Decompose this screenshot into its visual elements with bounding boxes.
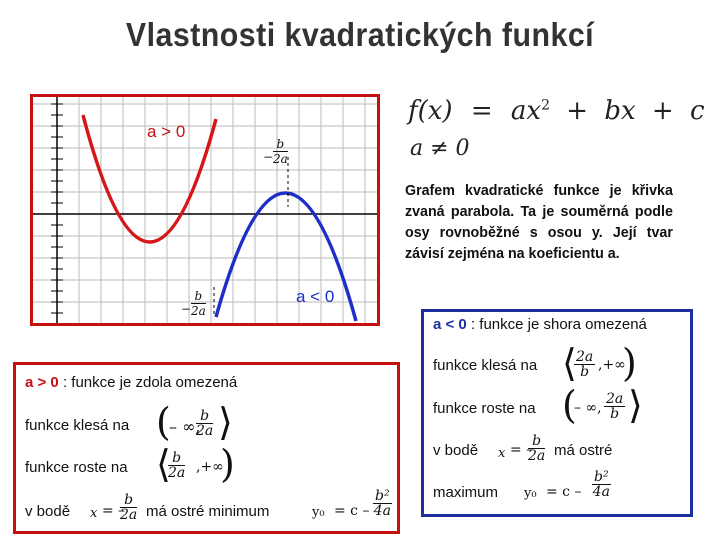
point-frac-den: 2a bbox=[120, 507, 138, 523]
positive-decreasing-label: funkce klesá na bbox=[25, 417, 130, 434]
neg-dec-frac-num: 2a bbox=[576, 349, 594, 365]
quadratic-formula bbox=[408, 96, 705, 126]
formula-plus-2: + bbox=[651, 96, 674, 126]
positive-increasing-label: funkce roste na bbox=[25, 459, 128, 476]
positive-y0-eq: = c – bbox=[334, 503, 370, 519]
positive-point-result: má ostré minimum bbox=[146, 503, 270, 520]
formula-condition: a ≠ 0 bbox=[410, 136, 470, 161]
negative-point-result: má ostré bbox=[554, 442, 613, 459]
positive-point-eq: = – bbox=[102, 503, 126, 519]
point-frac-num: b bbox=[120, 493, 137, 508]
negative-y0-eq: = c – bbox=[546, 484, 582, 500]
paren-open-3: ⟨ bbox=[562, 341, 577, 385]
formula-exponent: 2 bbox=[541, 97, 550, 114]
positive-increasing-interval: ,+∞ bbox=[196, 459, 224, 475]
neg-point-frac-num: b bbox=[528, 434, 545, 449]
paren-close: ⟩ bbox=[218, 400, 233, 444]
vertex-num-bottom: b bbox=[191, 289, 206, 304]
vertex-den-top: 2a bbox=[273, 152, 288, 166]
positive-y0-frac bbox=[373, 489, 392, 518]
vertex-num-top: b bbox=[273, 137, 288, 152]
positive-point-var: x bbox=[90, 506, 98, 521]
y0-frac-den: 4a bbox=[373, 503, 391, 519]
vertex-sign-bottom: − bbox=[181, 302, 192, 316]
positive-point-frac bbox=[120, 493, 137, 522]
formula-plus-1: + bbox=[566, 96, 589, 126]
negative-y0-frac bbox=[592, 470, 611, 499]
negative-increasing-label: funkce roste na bbox=[433, 400, 536, 417]
positive-header-text: : funkce je zdola omezená bbox=[58, 374, 238, 391]
parabola-graph bbox=[30, 94, 380, 326]
neg-y0-frac-num: b² bbox=[594, 469, 609, 485]
paren-close-3: ) bbox=[622, 341, 637, 385]
vertex-label-top bbox=[273, 137, 288, 166]
negative-maximum-label: maximum bbox=[433, 484, 499, 501]
negative-a-box bbox=[421, 309, 693, 517]
negative-header-text: : funkce je shora omezená bbox=[466, 316, 647, 333]
formula-lhs: f(x) bbox=[408, 96, 453, 126]
formula-term-ax: ax bbox=[510, 96, 542, 126]
positive-header-key: a > 0 bbox=[25, 374, 59, 391]
negative-point-frac bbox=[528, 434, 545, 463]
paren-close-2: ) bbox=[220, 442, 235, 486]
formula-eq: = bbox=[470, 96, 493, 126]
positive-y0-label: y₀ bbox=[312, 505, 325, 520]
inc-frac-den: 2a bbox=[168, 465, 186, 481]
paren-close-4: ⟩ bbox=[628, 383, 643, 427]
negative-increasing-interval: – ∞, bbox=[574, 400, 602, 416]
vertex-label-bottom bbox=[191, 289, 206, 318]
neg-dec-frac-den: b bbox=[580, 364, 590, 380]
negative-point-eq: = – bbox=[510, 442, 534, 458]
inc-frac-num: b bbox=[168, 451, 185, 466]
vertex-den-bottom: 2a bbox=[191, 304, 206, 318]
negative-decreasing-label: funkce klesá na bbox=[433, 357, 538, 374]
y0-frac-num: b² bbox=[375, 488, 390, 504]
neg-inc-frac-den: b bbox=[610, 406, 620, 422]
paren-open-2: ⟨ bbox=[156, 442, 171, 486]
paren-open: ( bbox=[156, 400, 171, 444]
negative-decreasing-frac bbox=[574, 350, 595, 379]
paren-open-4: ( bbox=[562, 383, 577, 427]
neg-point-frac-den: 2a bbox=[528, 448, 546, 464]
positive-decreasing-interval: – ∞, bbox=[169, 417, 201, 436]
dec-frac-den: 2a bbox=[196, 423, 214, 439]
positive-decreasing-frac bbox=[196, 409, 213, 438]
negative-point-label: v bodě bbox=[433, 442, 479, 459]
positive-increasing-frac bbox=[168, 451, 185, 480]
formula-term-c: c bbox=[689, 96, 705, 126]
formula-term-bx: bx bbox=[604, 96, 636, 126]
parabola-description: Grafem kvadratické funkce je křivka zvaná parabola. Ta je souměrná podle osy rovnoběžné s osou y. Její tvar závisí zejména na koeficientu a. bbox=[405, 182, 673, 262]
neg-inc-frac-num: 2a bbox=[606, 391, 624, 407]
dec-frac-num: b bbox=[196, 409, 213, 424]
label-a-negative: a < 0 bbox=[296, 287, 335, 306]
page-title: Vlastnosti kvadratických funkcí bbox=[125, 16, 595, 53]
positive-point-label: v bodě bbox=[25, 503, 71, 520]
neg-y0-frac-den: 4a bbox=[592, 484, 610, 500]
negative-decreasing-interval: ,+∞ bbox=[598, 357, 626, 373]
negative-point-var: x bbox=[498, 446, 506, 461]
positive-a-box bbox=[13, 362, 400, 534]
negative-header bbox=[433, 316, 647, 333]
label-a-positive: a > 0 bbox=[147, 122, 186, 141]
negative-header-key: a < 0 bbox=[433, 316, 467, 333]
vertex-sign-top: − bbox=[263, 150, 274, 164]
negative-increasing-frac bbox=[604, 392, 625, 421]
negative-y0-label: y₀ bbox=[524, 486, 537, 501]
positive-header bbox=[25, 374, 237, 391]
